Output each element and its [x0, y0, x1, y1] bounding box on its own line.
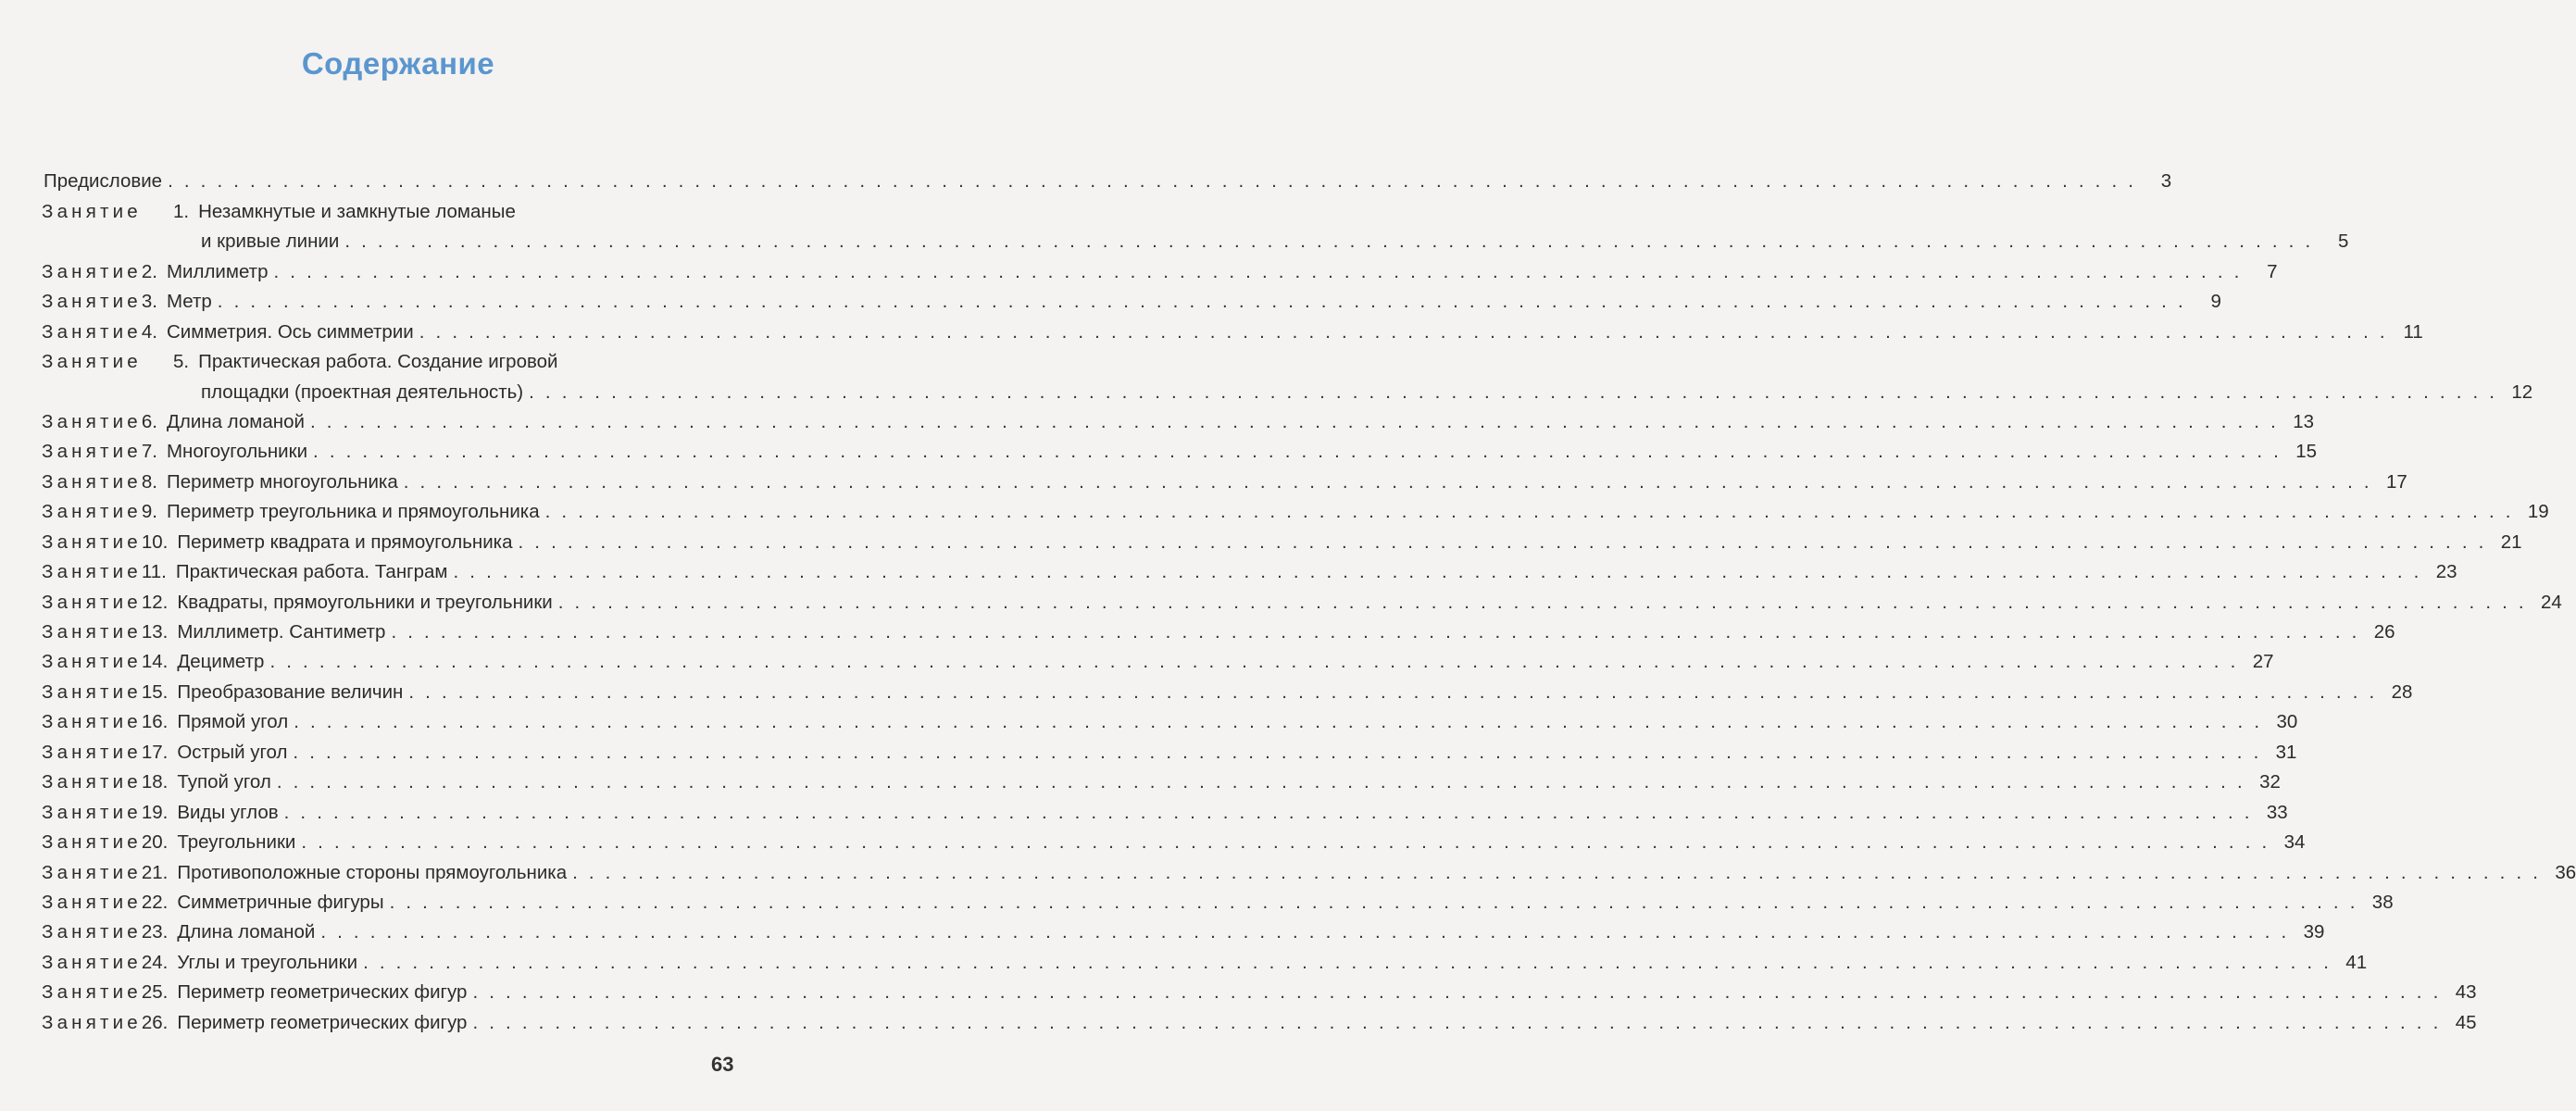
toc-entry[interactable]: [42, 704, 2298, 733]
lesson-label: Занятие: [42, 410, 142, 432]
lesson-number: 1.: [173, 200, 190, 222]
lesson-label: Занятие: [42, 621, 142, 643]
toc-entry[interactable]: [42, 1004, 2477, 1033]
dot-leader: . . . . . . . . . . . . . . . . . . . . . . . . . . . . . . . . . . . . . . . . . . . . . . . . . . . . . . . . . . . . . . . . . . . . . . . . . . . . . . . . . . . . . . . . . . . . . . . . . . . . . . . . . . . . . . . . . . . . . . . .: [453, 561, 2422, 583]
entry-page: 15: [2295, 441, 2318, 463]
toc-entry[interactable]: [42, 433, 2318, 463]
toc-entry[interactable]: [42, 974, 2477, 1004]
lesson-label: Занятие: [42, 320, 142, 343]
dot-leader: . . . . . . . . . . . . . . . . . . . . . . . . . . . . . . . . . . . . . . . . . . . . . . . . . . . . . . . . . . . . . . . . . . . . . . . . . . . . . . . . . . . . . . . . . . . . . . . . . . . . . . . . . . . . . . . . . . . . . . . .: [472, 1011, 2442, 1033]
toc-entry[interactable]: [42, 673, 2413, 703]
entry-title: Практическая работа. Создание игровой: [198, 351, 558, 373]
toc-entry[interactable]: [42, 283, 2221, 313]
dot-leader: . . . . . . . . . . . . . . . . . . . . . . . . . . . . . . . . . . . . . . . . . . . . . . . . . . . . . . . . . . . . . . . . . . . . . . . . . . . . . . . . . . . . . . . . . . . . . . . . . . . . . . . . . . . . . . . . . . . . . . . .: [217, 291, 2186, 313]
toc-entry[interactable]: [42, 253, 2278, 282]
dot-leader: . . . . . . . . . . . . . . . . . . . . . . . . . . . . . . . . . . . . . . . . . . . . . . . . . . . . . . . . . . . . . . . . . . . . . . . . . . . . . . . . . . . . . . . . . . . . . . . . . . . . . . . . . . . . . . . . . . . . . . . .: [403, 470, 2372, 493]
lesson-label: Занятие: [42, 470, 142, 493]
lesson-label: Занятие: [42, 951, 142, 973]
entry-title: Треугольники: [177, 831, 296, 854]
entry-page: 23: [2435, 561, 2457, 583]
entry-title: Периметр многоугольника: [166, 470, 398, 493]
toc-entry[interactable]: [42, 554, 2457, 583]
toc-entry[interactable]: [42, 764, 2281, 793]
lesson-number: 5.: [173, 351, 190, 373]
entry-title: Многоугольники: [166, 441, 308, 463]
lesson-label: Занятие: [42, 711, 142, 733]
dot-leader: . . . . . . . . . . . . . . . . . . . . . . . . . . . . . . . . . . . . . . . . . . . . . . . . . . . . . . . . . . . . . . . . . . . . . . . . . . . . . . . . . . . . . . . . . . . . . . . . . . . . . . . . . . . . . . . . . . . . . . . .: [557, 591, 2527, 613]
entry-title: Противоположные стороны прямоугольника: [177, 861, 568, 883]
toc-entry[interactable]: [42, 493, 2549, 523]
lesson-number: 9.: [141, 501, 157, 523]
entry-page: 30: [2276, 711, 2298, 733]
entry-page: 28: [2391, 680, 2413, 703]
lesson-label: Занятие: [42, 351, 142, 373]
lesson-number: 3.: [141, 291, 157, 313]
lesson-number: 17.: [141, 741, 169, 763]
entry-page: 7: [2267, 260, 2278, 282]
dot-leader: . . . . . . . . . . . . . . . . . . . . . . . . . . . . . . . . . . . . . . . . . . . . . . . . . . . . . . . . . . . . . . . . . . . . . . . . . . . . . . . . . . . . . . . . . . . . . . . . . . . . . . . . . . . . . . . . . . . . . . . .: [419, 320, 2388, 343]
toc-entry[interactable]: [42, 943, 2368, 973]
lesson-number: 6.: [141, 410, 157, 432]
entry-page: 11: [2403, 320, 2423, 343]
lesson-label: Занятие: [42, 531, 142, 553]
entry-page: 38: [2371, 891, 2394, 913]
lesson-label: Занятие: [42, 861, 142, 883]
entry-page: 24: [2541, 591, 2562, 613]
lesson-number: 12.: [141, 591, 169, 613]
entry-title: Длина ломаной: [177, 921, 316, 943]
lesson-number: 22.: [141, 891, 169, 913]
entry-title: Предисловие: [44, 170, 163, 193]
toc-entry[interactable]: [42, 583, 2562, 613]
lesson-label: Занятие: [42, 561, 142, 583]
entry-page: 39: [2303, 921, 2325, 943]
lesson-label: Занятие: [42, 981, 142, 1004]
entry-title: Углы и треугольники: [177, 951, 358, 973]
dot-leader: . . . . . . . . . . . . . . . . . . . . . . . . . . . . . . . . . . . . . . . . . . . . . . . . . . . . . . . . . . . . . . . . . . . . . . . . . . . . . . . . . . . . . . . . . . . . . . . . . . . . . . . . . . . . . . . . . . . . . . . .: [472, 981, 2442, 1004]
toc-entry[interactable]: [42, 193, 750, 222]
dot-leader: . . . . . . . . . . . . . . . . . . . . . . . . . . . . . . . . . . . . . . . . . . . . . . . . . . . . . . . . . . . . . . . . . . . . . . . . . . . . . . . . . . . . . . . . . . . . . . . . . . . . . . . . . . . . . . . . . . . . . . . .: [301, 831, 2270, 854]
entry-page: 31: [2275, 741, 2297, 763]
toc-entry[interactable]: [42, 854, 2576, 883]
lesson-label: Занятие: [42, 831, 142, 854]
lesson-label: Занятие: [42, 651, 142, 673]
toc-entry-continuation[interactable]: [42, 223, 2349, 253]
toc-entry[interactable]: [42, 643, 2274, 673]
toc-entry[interactable]: [42, 343, 750, 373]
entry-page: 19: [2527, 501, 2549, 523]
toc-entry[interactable]: [42, 914, 2325, 943]
toc-entry-continuation[interactable]: [42, 373, 2533, 403]
dot-leader: . . . . . . . . . . . . . . . . . . . . . . . . . . . . . . . . . . . . . . . . . . . . . . . . . . . . . . . . . . . . . . . . . . . . . . . . . . . . . . . . . . . . . . . . . . . . . . . . . . . . . . . . . . . . . . . . . . . . . . . .: [572, 861, 2542, 883]
entry-title: Преобразование величин: [177, 680, 404, 703]
dot-leader: . . . . . . . . . . . . . . . . . . . . . . . . . . . . . . . . . . . . . . . . . . . . . . . . . . . . . . . . . . . . . . . . . . . . . . . . . . . . . . . . . . . . . . . . . . . . . . . . . . . . . . . . . . . . . . . . . . . . . . . .: [313, 441, 2282, 463]
toc-entry[interactable]: [42, 463, 2407, 493]
lesson-label: Занятие: [42, 680, 142, 703]
entry-page: 32: [2259, 771, 2281, 793]
entry-page: 26: [2373, 621, 2395, 643]
entry-title: Симметричные фигуры: [177, 891, 384, 913]
toc-entry[interactable]: [42, 313, 2423, 343]
entry-page: 45: [2455, 1011, 2477, 1033]
entry-title: Метр: [166, 291, 212, 313]
lesson-number: 26.: [141, 1011, 169, 1033]
entry-page: 34: [2283, 831, 2306, 854]
toc-entry[interactable]: [42, 163, 2172, 193]
toc-entry[interactable]: [42, 793, 2288, 823]
lesson-label: Занятие: [42, 501, 142, 523]
lesson-label: Занятие: [42, 801, 142, 823]
entry-page: 41: [2345, 951, 2368, 973]
dot-leader: . . . . . . . . . . . . . . . . . . . . . . . . . . . . . . . . . . . . . . . . . . . . . . . . . . . . . . . . . . . . . . . . . . . . . . . . . . . . . . . . . . . . . . . . . . . . . . . . . . . . . . . . . . . . . . . . . . . . . . . .: [344, 231, 2314, 253]
entry-title: Тупой угол: [177, 771, 271, 793]
lesson-number: 21.: [141, 861, 169, 883]
dot-leader: . . . . . . . . . . . . . . . . . . . . . . . . . . . . . . . . . . . . . . . . . . . . . . . . . . . . . . . . . . . . . . . . . . . . . . . . . . . . . . . . . . . . . . . . . . . . . . . . . . . . . . . . . . . . . . . . . . . . . . . .: [363, 951, 2332, 973]
lesson-number: 19.: [141, 801, 169, 823]
entry-title: Незамкнутые и замкнутые ломаные: [198, 200, 516, 222]
lesson-label: Занятие: [42, 891, 142, 913]
entry-title: Прямой угол: [177, 711, 289, 733]
entry-title: Миллиметр. Сантиметр: [177, 621, 386, 643]
lesson-label: Занятие: [42, 291, 142, 313]
dot-leader: . . . . . . . . . . . . . . . . . . . . . . . . . . . . . . . . . . . . . . . . . . . . . . . . . . . . . . . . . . . . . . . . . . . . . . . . . . . . . . . . . . . . . . . . . . . . . . . . . . . . . . . . . . . . . . . . . . . . . . . .: [408, 680, 2378, 703]
lesson-number: 25.: [141, 981, 169, 1004]
toc-entry[interactable]: [42, 733, 2297, 763]
entry-title: Периметр квадрата и прямоугольника: [177, 531, 513, 553]
entry-page: 12: [2511, 381, 2533, 403]
lesson-number: 14.: [141, 651, 169, 673]
dot-leader: . . . . . . . . . . . . . . . . . . . . . . . . . . . . . . . . . . . . . . . . . . . . . . . . . . . . . . . . . . . . . . . . . . . . . . . . . . . . . . . . . . . . . . . . . . . . . . . . . . . . . . . . . . . . . . . . . . . . . . . .: [389, 891, 2358, 913]
dot-leader: . . . . . . . . . . . . . . . . . . . . . . . . . . . . . . . . . . . . . . . . . . . . . . . . . . . . . . . . . . . . . . . . . . . . . . . . . . . . . . . . . . . . . . . . . . . . . . . . . . . . . . . . . . . . . . . . . . . . . . . .: [518, 531, 2487, 553]
lesson-number: 7.: [141, 441, 157, 463]
dot-leader: . . . . . . . . . . . . . . . . . . . . . . . . . . . . . . . . . . . . . . . . . . . . . . . . . . . . . . . . . . . . . . . . . . . . . . . . . . . . . . . . . . . . . . . . . . . . . . . . . . . . . . . . . . . . . . . . . . . . . . . .: [309, 410, 2279, 432]
lesson-label: Занятие: [42, 921, 142, 943]
entry-page: 5: [2337, 231, 2349, 253]
page-title: Содержание: [301, 46, 495, 81]
entry-page: 27: [2252, 651, 2274, 673]
entry-page: 43: [2455, 981, 2477, 1004]
entry-title: Периметр геометрических фигур: [177, 981, 468, 1004]
lesson-number: 16.: [141, 711, 169, 733]
toc-entry[interactable]: [42, 523, 2522, 553]
dot-leader: . . . . . . . . . . . . . . . . . . . . . . . . . . . . . . . . . . . . . . . . . . . . . . . . . . . . . . . . . . . . . . . . . . . . . . . . . . . . . . . . . . . . . . . . . . . . . . . . . . . . . . . . . . . . . . . . . . . . . . . .: [283, 801, 2253, 823]
entry-title: Практическая работа. Танграм: [175, 561, 448, 583]
lesson-number: 18.: [141, 771, 169, 793]
lesson-number: 24.: [141, 951, 169, 973]
entry-title: Дециметр: [177, 651, 265, 673]
entry-title: Острый угол: [177, 741, 288, 763]
toc-entry[interactable]: [42, 824, 2306, 854]
dot-leader: . . . . . . . . . . . . . . . . . . . . . . . . . . . . . . . . . . . . . . . . . . . . . . . . . . . . . . . . . . . . . . . . . . . . . . . . . . . . . . . . . . . . . . . . . . . . . . . . . . . . . . . . . . . . . . . . . . . . . . . .: [320, 921, 2290, 943]
entry-title: Длина ломаной: [166, 410, 305, 432]
dot-leader: . . . . . . . . . . . . . . . . . . . . . . . . . . . . . . . . . . . . . . . . . . . . . . . . . . . . . . . . . . . . . . . . . . . . . . . . . . . . . . . . . . . . . . . . . . . . . . . . . . . . . . . . . . . . . . . . . . . . . . . .: [391, 621, 2360, 643]
lesson-label: Занятие: [42, 1011, 142, 1033]
entry-page: 17: [2385, 470, 2407, 493]
entry-page: 33: [2266, 801, 2288, 823]
page-number: 63: [711, 1053, 734, 1076]
lesson-label: Занятие: [42, 591, 142, 613]
entry-page: 9: [2210, 291, 2221, 313]
entry-page: 36: [2555, 861, 2576, 883]
entry-title: Симметрия. Ось симметрии: [166, 320, 414, 343]
lesson-label: Занятие: [42, 771, 142, 793]
lesson-number: 20.: [141, 831, 169, 854]
entry-title-continuation: и кривые линии: [201, 231, 340, 253]
lesson-number: 8.: [141, 470, 157, 493]
dot-leader: . . . . . . . . . . . . . . . . . . . . . . . . . . . . . . . . . . . . . . . . . . . . . . . . . . . . . . . . . . . . . . . . . . . . . . . . . . . . . . . . . . . . . . . . . . . . . . . . . . . . . . . . . . . . . . . . . . . . . . . .: [294, 711, 2263, 733]
dot-leader: . . . . . . . . . . . . . . . . . . . . . . . . . . . . . . . . . . . . . . . . . . . . . . . . . . . . . . . . . . . . . . . . . . . . . . . . . . . . . . . . . . . . . . . . . . . . . . . . . . . . . . . . . . . . . . . . . . . . . . . .: [544, 501, 2514, 523]
entry-title: Периметр геометрических фигур: [177, 1011, 468, 1033]
lesson-number: 23.: [141, 921, 169, 943]
lesson-label: Занятие: [42, 441, 142, 463]
toc-entry[interactable]: [42, 884, 2394, 914]
dot-leader: . . . . . . . . . . . . . . . . . . . . . . . . . . . . . . . . . . . . . . . . . . . . . . . . . . . . . . . . . . . . . . . . . . . . . . . . . . . . . . . . . . . . . . . . . . . . . . . . . . . . . . . . . . . . . . . . . . . . . . . .: [293, 741, 2262, 763]
entry-title: Миллиметр: [166, 260, 269, 282]
lesson-number: 15.: [141, 680, 169, 703]
entry-title-continuation: площадки (проектная деятельность): [201, 381, 524, 403]
dot-leader: . . . . . . . . . . . . . . . . . . . . . . . . . . . . . . . . . . . . . . . . . . . . . . . . . . . . . . . . . . . . . . . . . . . . . . . . . . . . . . . . . . . . . . . . . . . . . . . . . . . . . . . . . . . . . . . . . . . . . . . .: [269, 651, 2239, 673]
entry-page: 13: [2293, 410, 2314, 432]
toc-entry[interactable]: [42, 404, 2314, 433]
entry-page: 21: [2500, 531, 2522, 553]
entry-page: 3: [2160, 170, 2172, 193]
dot-leader: . . . . . . . . . . . . . . . . . . . . . . . . . . . . . . . . . . . . . . . . . . . . . . . . . . . . . . . . . . . . . . . . . . . . . . . . . . . . . . . . . . . . . . . . . . . . . . . . . . . . . . . . . . . . . . . . . . . . . . . .: [276, 771, 2245, 793]
dot-leader: . . . . . . . . . . . . . . . . . . . . . . . . . . . . . . . . . . . . . . . . . . . . . . . . . . . . . . . . . . . . . . . . . . . . . . . . . . . . . . . . . . . . . . . . . . . . . . . . . . . . . . . . . . . . . . . . . . . . . . . .: [529, 381, 2498, 403]
lesson-number: 4.: [141, 320, 157, 343]
lesson-number: 11.: [141, 561, 167, 583]
entry-title: Квадраты, прямоугольники и треугольники: [177, 591, 553, 613]
lesson-label: Занятие: [42, 260, 142, 282]
entry-title: Периметр треугольника и прямоугольника: [166, 501, 540, 523]
dot-leader: . . . . . . . . . . . . . . . . . . . . . . . . . . . . . . . . . . . . . . . . . . . . . . . . . . . . . . . . . . . . . . . . . . . . . . . . . . . . . . . . . . . . . . . . . . . . . . . . . . . . . . . . . . . . . . . . . . . . . . . .: [273, 260, 2243, 282]
dot-leader: . . . . . . . . . . . . . . . . . . . . . . . . . . . . . . . . . . . . . . . . . . . . . . . . . . . . . . . . . . . . . . . . . . . . . . . . . . . . . . . . . . . . . . . . . . . . . . . . . . . . . . . . . . . . . . . . . . . . . . . .: [168, 170, 2137, 193]
toc-entry[interactable]: [42, 614, 2395, 643]
lesson-number: 10.: [141, 531, 169, 553]
table-of-contents: [42, 163, 2576, 1034]
lesson-label: Занятие: [42, 741, 142, 763]
lesson-number: 13.: [141, 621, 169, 643]
lesson-label: Занятие: [42, 200, 142, 222]
entry-title: Виды углов: [177, 801, 279, 823]
lesson-number: 2.: [141, 260, 157, 282]
